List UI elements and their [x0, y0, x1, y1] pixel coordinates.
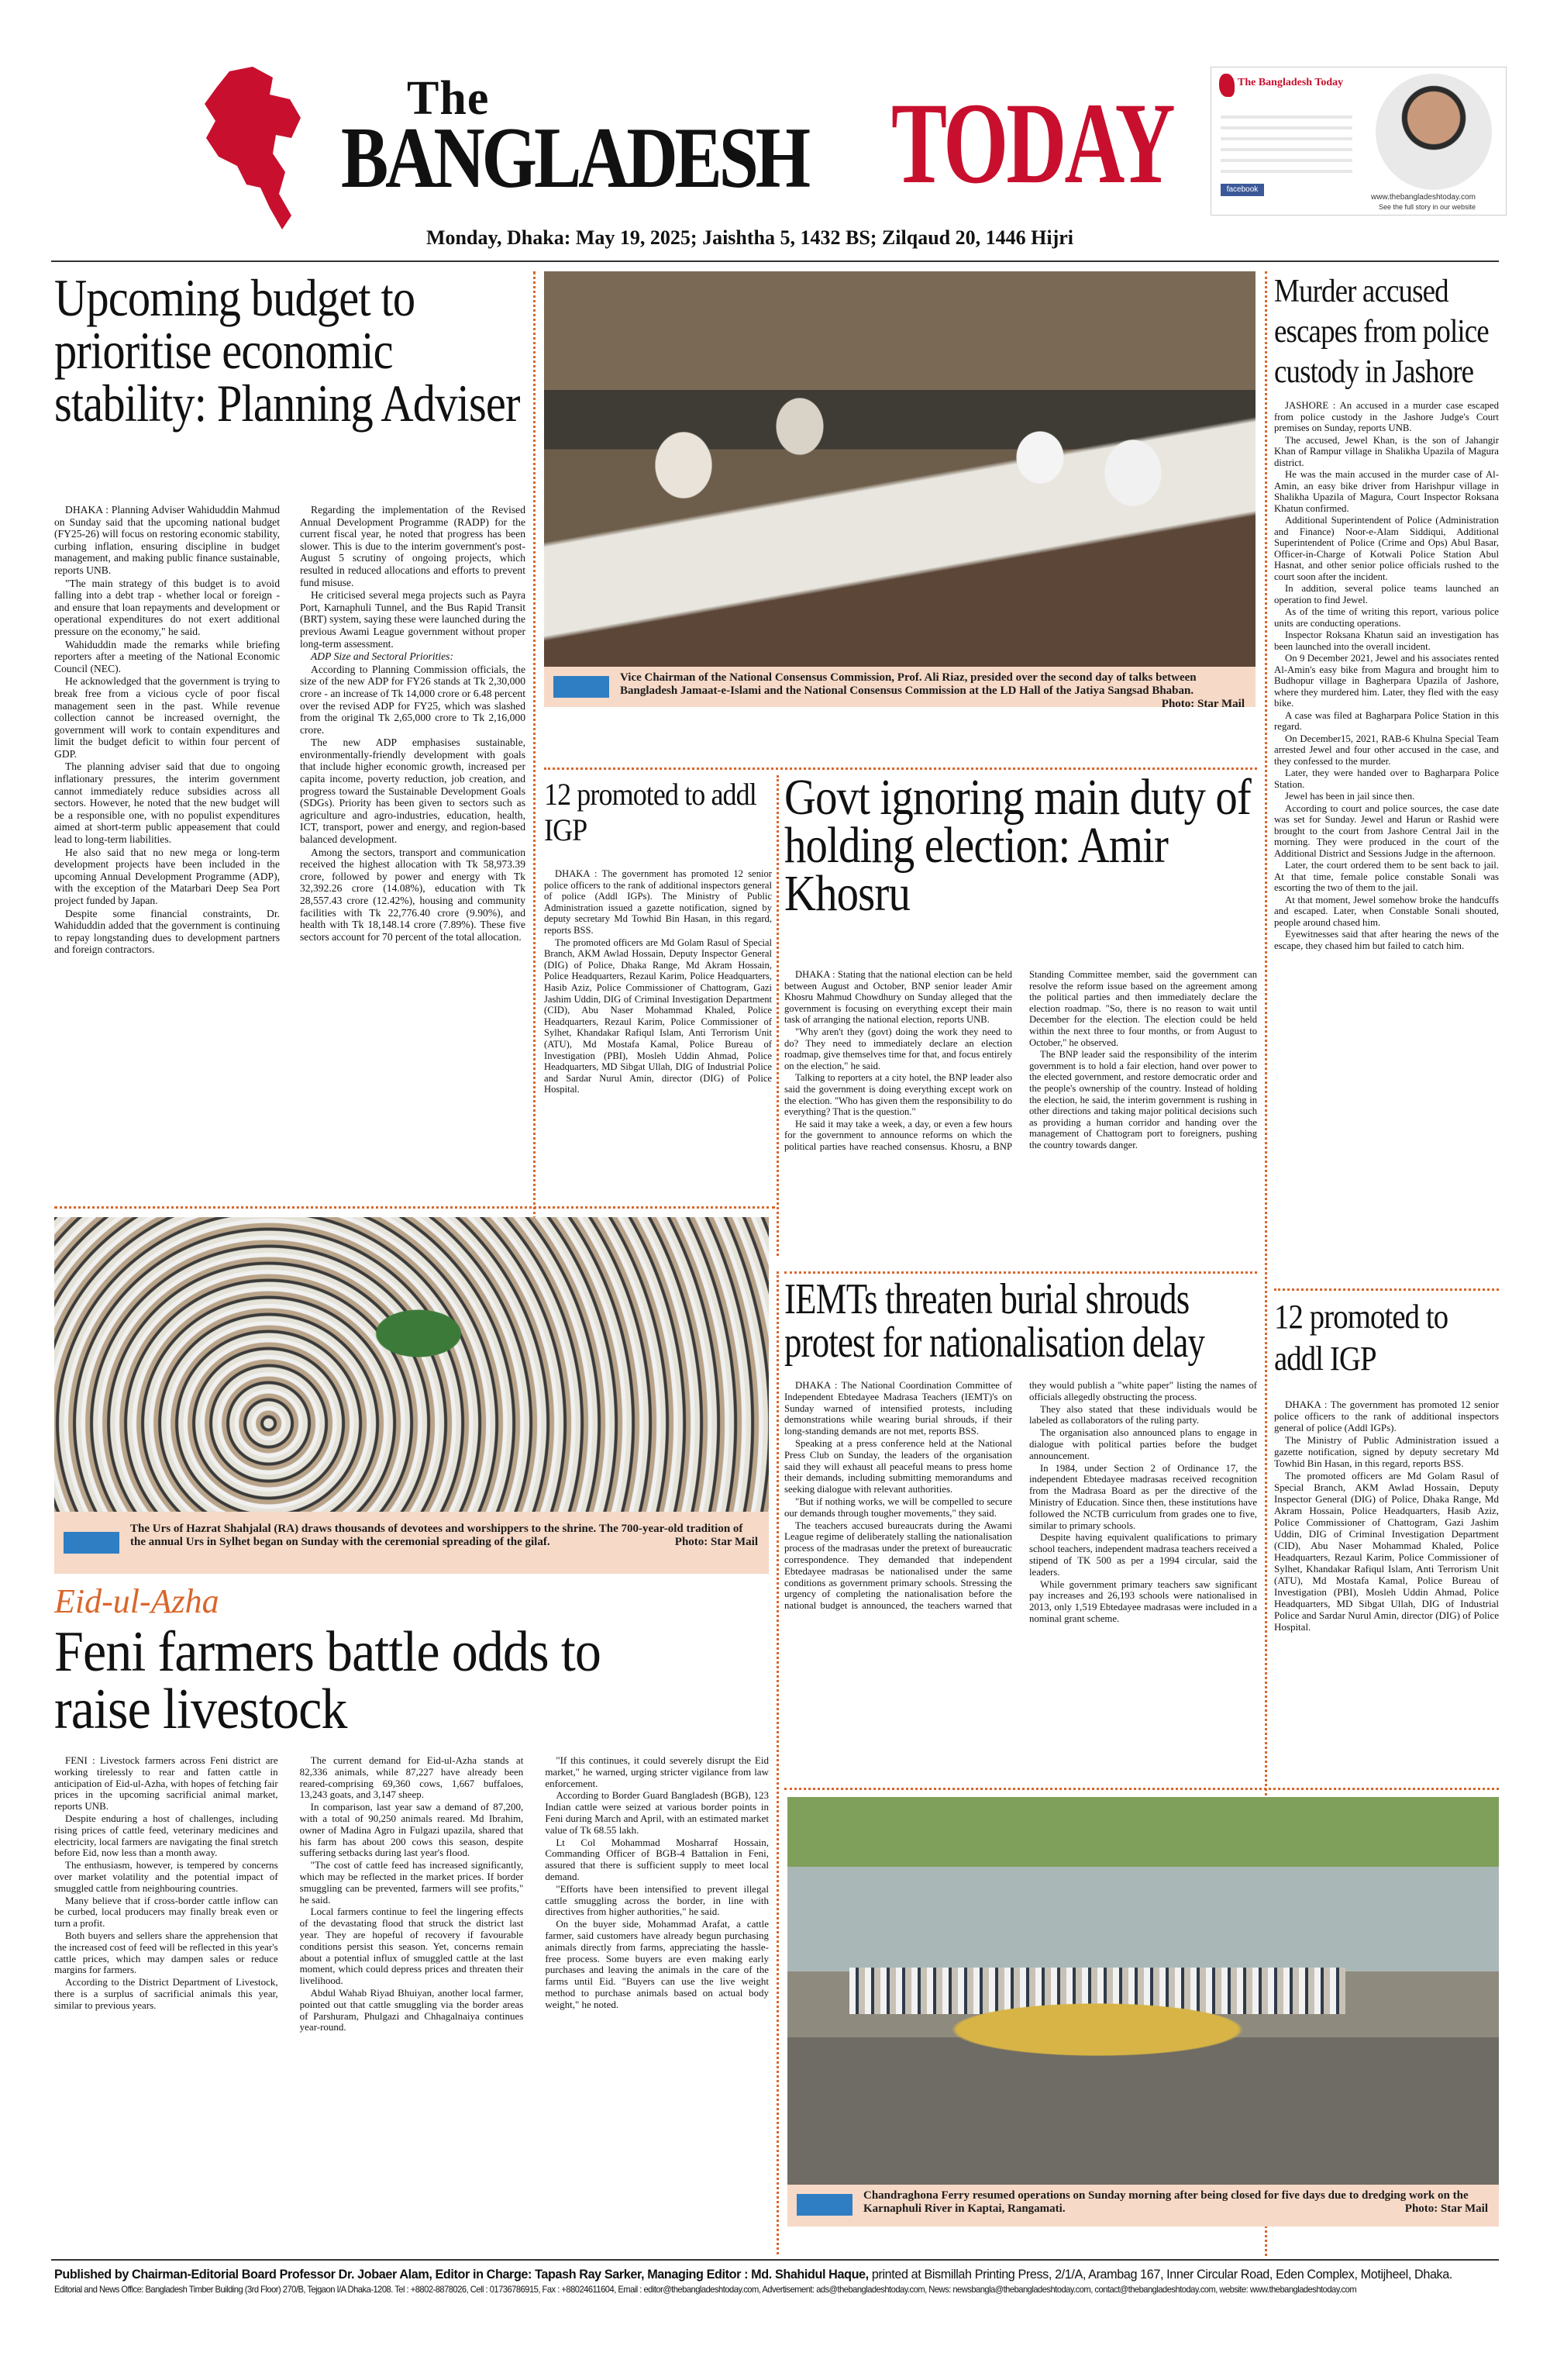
urs-photo-caption — [54, 1512, 769, 1574]
murder-paragraph: On December15, 2021, RAB-6 Khulna Special Team arrested Jewel and four other accused in the case, and they confessed to the murder. — [1274, 733, 1499, 767]
murder-paragraph: On 9 December 2021, Jewel and his associates rented Al-Amin's easy bike from Magura and brought him to Budhopur village in Bagherpara Upazila of Jashore, where they murdered him. Later, they fled with the easy bike. — [1274, 653, 1499, 709]
murder-headline: Murder accused escapes from police custody in Jashore — [1274, 274, 1489, 390]
iemt-paragraph: They also stated that these individuals would be labeled as collaborators of the ruling party. — [1029, 1403, 1257, 1426]
lead-paragraph: He acknowledged that the government is trying to break free from a vicious cycle of poor fiscal management seen in the past. While revenue collection cannot be increased overnight, the government will work to contain expenditures and limit the budget deficit to within four percent of GDP. — [54, 675, 280, 760]
feni-paragraph: Lt Col Mohammad Mosharraf Hossain, Commanding Officer of BGB-4 Battalion in Feni, assured that there is sufficient supply to meet local demand. — [545, 1836, 769, 1882]
igp-small-paragraph: The promoted officers are Md Golam Rasul of Special Branch, AKM Awlad Hossain, Deputy Inspector General (DIG) of Police, Dhaka Range, Md Akram Hossain, Police Headquarters, Rezaul Karim, Police Headquarters, Hasib Aziz, Police Commissioner of Chattogram, Gazi Jashim Uddin, DIG of Criminal Investigation Department (CID), Abu Naser Mohammad Khaled, Police Headquarters, Rezaul Karim, Police Commissioner of Sylhet, Khandakar Rafiqul Islam, Anti Terrorism Unit (ATU), Md Mostafa Kamal, Police Bureau of Investigation (PBI), Mosleh Uddin Ahmad, Police Headquarters, MD Sibgat Ullah, DIG of Industrial Police and Sardar Nurul Amin, director (DIG) of Police Hospital. — [544, 936, 772, 1095]
feni-paragraph: According to Border Guard Bangladesh (BGB), 123 Indian cattle were seized at various border points in Feni during March and April, with an estimated market value of Tk 68.55 lakh. — [545, 1789, 769, 1836]
iemt-body — [784, 1380, 1257, 1774]
footer-line2: Editorial and News Office: Bangladesh Timber Building (3rd Floor) 270/B, Tejgaon I/A Dhaka-1208. Tel : +8802-8878026, Cell : 01736786915, Fax : +88024611604, Email : editor@thebangladeshtoday.com, Advertisement: ads@thebangladeshtoday.com, News: newsbangla@thebangladeshtoday.com, contact@thebangladeshtoday.com, website: www.thebangladeshtoday.com — [54, 2284, 1357, 2295]
row-divider — [784, 1788, 1499, 1790]
iemt-headline: IEMTs threaten burial shrouds protest for nationalisation delay — [784, 1275, 1205, 1367]
row-divider — [784, 1271, 1257, 1274]
feni-paragraph: Despite enduring a host of challenges, including rising prices of cattle feed, veterinary medicines and electricity, local farmers are navigating the final stretch before Eid, now less than a month away. — [54, 1812, 278, 1859]
khosru-body — [784, 969, 1257, 1245]
feni-paragraph: The enthusiasm, however, is tempered by concerns over market volatility and the potential impact of smuggled cattle from neighbouring countries. — [54, 1859, 278, 1894]
murder-paragraph: Additional Superintendent of Police (Administration and Finance) Noor-e-Alam Siddiqui, Additional Superintendent of Police (Crime and Ops) Abul Basar, Officer-in-Charge of Kotwali Police Station Abul Hasnat, and other senior police officials rushed to the court soon after the incident. — [1274, 515, 1499, 582]
top-photo-caption — [544, 667, 1256, 710]
footer-printer: printed at Bismillah Printing Press, 2/1/A, Arambag 167, Inner Circular Road, Eden Complex, Motijheel, Dhaka. — [868, 2268, 1452, 2282]
lead-paragraph: He criticised several mega projects such as Payra Port, Karnaphuli Tunnel, and the Bus Rapid Transit (BRT) system, saying these were launched during the previous Awami League government without proper long-term assessment. — [300, 589, 525, 650]
ferry-photo — [787, 1797, 1499, 2185]
murder-paragraph: In addition, several police teams launched an operation to find Jewel. — [1274, 583, 1499, 605]
column-divider — [777, 1271, 779, 2254]
footer-rule — [51, 2259, 1499, 2261]
igp-right-body — [1274, 1399, 1499, 1633]
iemt-paragraph: Despite having equivalent qualifications to primary school teachers, independent madrasa teachers received a stipend of TK 500 as per a 1994 circular, said the leaders. — [1029, 1532, 1257, 1578]
footer-publisher: Published by Chairman-Editorial Board Professor Dr. Jobaer Alam, Editor in Charge: Tapash Ray Sarker, Managing Editor : Md. Shahidul Haque, — [54, 2268, 869, 2282]
iemt-paragraph: "But if nothing works, we will be compelled to secure our demands through tougher movements," they said. — [784, 1495, 1012, 1519]
lead-paragraph: He also said that no new mega or long-term development projects have been included in the upcoming Annual Development Programme (ADP), with the exception of the Matarbari Deep Sea Port project funded by Japan. — [54, 846, 280, 906]
ad-brand: The Bangladesh Today — [1238, 77, 1344, 88]
lead-paragraph: The planning adviser said that due to ongoing inflationary pressures, the interim government cannot immediately reduce subsidies across all sectors. However, he noted that the new budget will be a responsible one, with no populist expenditures aimed at short-term public appeasement that could lead to long-term liabilities. — [54, 761, 280, 846]
khosru-paragraph: He said it may take a week, a day, or even a few hours for the government to announce reforms on which the political parties have reached consensus. Khosru, a BNP Standing Committee member, said the government can resolve the reform issue based on the agreement among the political parties and then immediately declare the election roadmap. "So, there is no reason to wait until December for the election. The election could be held within the next three to four months, or from August to October," he observed. — [784, 969, 1257, 1152]
ad-map-icon — [1219, 74, 1235, 97]
murder-paragraph: As of the time of writing this report, various police units are conducting operations. — [1274, 606, 1499, 629]
iemt-paragraph: Speaking at a press conference held at the National Press Club on Sunday, the leaders of the organisation said they will exhaust all peaceful means to press home their demands, including submitting memorandums and seeking dialogue with relevant authorities. — [784, 1437, 1012, 1495]
bangladesh-map-logo — [198, 64, 307, 234]
igp-right-paragraph: The Ministry of Public Administration issued a gazette notification, signed by deputy secretary Md Towhid Bin Hasan, in this regard, reports BSS. — [1274, 1434, 1499, 1469]
murder-paragraph: Later, the court ordered them to be sent back to jail. At that time, female police constable Sonali was escorting the two of them to the jail. — [1274, 860, 1499, 893]
khosru-paragraph: "Why aren't they (govt) doing the work they need to do? They need to immediately declare an election roadmap, give themselves time for that, and focus entirely on the election," he said. — [784, 1026, 1012, 1071]
feni-paragraph: In comparison, last year saw a demand of 87,200, with a total of 90,250 animals reared. Md Ibrahim, owner of Madina Agro in Fulgazi upazila, shared that his farm has about 200 cows this season, despite suffering setbacks during last year's flood. — [299, 1801, 524, 1859]
feni-kicker: Eid-ul-Azha — [54, 1582, 219, 1620]
feni-paragraph: "If this continues, it could severely disrupt the Eid market," he warned, urging stricter vigilance from law enforcement. — [545, 1754, 769, 1789]
top-photo-credit: Photo: Star Mail — [1161, 698, 1245, 710]
lead-headline: Upcoming budget to prioritise economic stability: Planning Adviser — [54, 268, 520, 433]
igp-small-story — [544, 777, 772, 1180]
ad-facebook-icon[interactable]: facebook — [1221, 184, 1264, 196]
ferry-photo-caption — [787, 2185, 1499, 2227]
ad-text-block — [1221, 108, 1352, 178]
igp-right-headline: 12 promoted to addl IGP — [1274, 1298, 1448, 1378]
ad-tagline: See the full story in our website — [1379, 203, 1476, 211]
feni-story — [54, 1581, 769, 2254]
lead-paragraph: Wahiduddin made the remarks while briefing reporters after a meeting of the National Economic Council (NEC). — [54, 638, 280, 674]
urs-photo-caption-text: The Urs of Hazrat Shahjalal (RA) draws thousands of devotees and worshippers to the shrine. The 700-year-old tradition of the annual Urs in Sylhet began on Sunday with the ceremonial spreading of the gilaf. — [130, 1523, 743, 1548]
ferry-photo-caption-text: Chandraghona Ferry resumed operations on Sunday morning after being closed for five days due to dredging work on the Karnaphuli River in Kaptai, Rangamati. — [863, 2189, 1469, 2215]
feni-headline: Feni farmers battle odds to raise livestock — [54, 1620, 601, 1741]
caption-marker — [553, 676, 609, 698]
khosru-paragraph: DHAKA : Stating that the national election can be held between August and October, BNP senior leader Amir Khosru Mahmud Chowdhury on Sunday alleged that the government is focusing on everything except their main task of arranging the national election, reports UNB. — [784, 969, 1012, 1026]
khosru-headline: Govt ignoring main duty of holding election: Amir Khosru — [784, 769, 1251, 922]
iemt-paragraph: The organisation also announced plans to engage in dialogue with political parties before the budget announcement. — [1029, 1427, 1257, 1461]
murder-paragraph: At that moment, Jewel somehow broke the handcuffs and escaped. Later, when Constable Sonali shouted, people around chased him. — [1274, 894, 1499, 928]
murder-paragraph: A case was filed at Bagharpara Police Station in this regard. — [1274, 709, 1499, 732]
lead-paragraph: The new ADP emphasises sustainable, environmentally-friendly development with goals that include higher economic growth, increased per capita income, poverty reduction, job creation, and progress toward the Sustainable Development Goals (SDGs). Priority has been given to sectors such as agriculture and agro-industries, education, health, ICT, transport, power and energy, and region-based balanced development. — [300, 736, 525, 846]
murder-paragraph: He was the main accused in the murder case of Al-Amin, an easy bike driver from Harishpur village in Shalikha Upazila of Magura, Court Inspector Roksana Khatun confirmed. — [1274, 469, 1499, 514]
dateline: Monday, Dhaka: May 19, 2025; Jaishtha 5, 1432 BS; Zilqaud 20, 1446 Hijri — [426, 226, 1073, 249]
lead-story — [54, 268, 525, 1186]
ad-portrait — [1376, 74, 1492, 190]
lead-paragraph: Despite some financial constraints, Dr. Wahiduddin added that the government is continuing to repay longstanding dues to development partners and foreign contractors. — [54, 907, 280, 956]
urs-photo-credit: Photo: Star Mail — [674, 1536, 758, 1548]
igp-small-headline: 12 promoted to addl IGP — [544, 777, 756, 847]
murder-paragraph: Inspector Roksana Khatun said an investigation has been launched into the overall incident. — [1274, 629, 1499, 652]
row-divider — [1274, 1288, 1499, 1291]
footer — [54, 2267, 1499, 2313]
feni-paragraph: Local farmers continue to feel the lingering effects of the devastating flood that struck the district last year. They are hopeful of recovery if favourable conditions persist this season. Yet, concerns remain about a potential influx of smuggled cattle at the last moment, which could depress prices and threaten their livelihood. — [299, 1906, 524, 1987]
lead-paragraph: "The main strategy of this budget is to avoid falling into a debt trap - whether local or foreign - and ensure that loan repayments and development or operational expenditures do not exert additional pressure on the economy," he said. — [54, 577, 280, 637]
ad-website[interactable]: www.thebangladeshtoday.com — [1371, 193, 1476, 202]
lead-paragraph: According to Planning Commission officials, the size of the new ADP for FY26 stands at Tk 2,30,000 crore - an increase of Tk 14,000 crore or 6.48 percent over the revised ADP for FY25, which was slashed from the original Tk 2,65,000 crore to Tk 2,16,000 crore. — [300, 663, 525, 736]
feni-body — [54, 1755, 769, 2244]
igp-right-paragraph: DHAKA : The government has promoted 12 senior police officers to the rank of additional inspectors general of police (Addl IGPs). — [1274, 1399, 1499, 1433]
iemt-paragraph: While government primary teachers saw significant pay increases and 26,193 schools were nationalised in 2013, only 1,519 Ebtedayee madrasas were included in a nominal grant scheme. — [1029, 1578, 1257, 1624]
footer-line1 — [54, 2267, 1499, 2282]
murder-paragraph: Eyewitnesses said that after hearing the news of the escape, they chased him but failed to catch him. — [1274, 929, 1499, 951]
logo-bangladesh: BANGLADESH — [341, 110, 808, 206]
murder-paragraph: JASHORE : An accused in a murder case escaped from police custody in the Jashore Judge's Court premises on Sunday, reports UNB. — [1274, 400, 1499, 433]
iemt-paragraph: The teachers accused bureaucrats during the Awami League regime of deliberately stalling the nationalisation process of the madrasas under the pretext of bureaucratic correspondence. They demanded that independent Ebtedayee madrasas be nationalised under the same conditions as government primary schools. Stressing the urgency of completing the nationalisation before the national budget is announced, the teachers warned that they would publish a "white paper" listing the names of officials allegedly obstructing the process. — [784, 1380, 1257, 1612]
urs-photo — [54, 1217, 769, 1512]
igp-small-body — [544, 868, 772, 1096]
murder-paragraph: Later, they were handed over to Bagharpara Police Station. — [1274, 767, 1499, 790]
feni-paragraph: Abdul Wahab Riyad Bhuiyan, another local farmer, pointed out that cattle smuggling via the border areas of Parshuram, Phulgazi and Chhagalnaiya continues year-round. — [299, 1986, 524, 2033]
igp-right-story — [1274, 1296, 1499, 1823]
top-photo — [544, 271, 1256, 667]
masthead-ad[interactable] — [1211, 67, 1507, 216]
caption-marker — [797, 2194, 852, 2216]
logo-the: The — [407, 72, 490, 125]
lead-body — [54, 504, 525, 1178]
iemt-paragraph: In 1984, under Section 2 of Ordinance 17, the independent Ebtedayee madrasas received recognition from the Madrasa Board as per the directive of the Ministry of Education. Since then, these institutions have followed the NCTB curriculum from grades one to five, similar to primary schools. — [1029, 1462, 1257, 1531]
feni-paragraph: "Efforts have been intensified to prevent illegal cattle smuggling across the border, in line with directives from higher authorities," he said. — [545, 1882, 769, 1918]
feni-paragraph: On the buyer side, Mohammad Arafat, a cattle farmer, said customers have already begun purchasing animals directly from farms, appreciating the hassle-free process. Some buyers are even making early purchases and leaving the animals in the care of the farms until Eid. "Buyers can use the live weight method to purchase animals based on actual body weight," he noted. — [545, 1918, 769, 2010]
murder-paragraph: Jewel has been in jail since then. — [1285, 791, 1415, 802]
lead-paragraph: DHAKA : Planning Adviser Wahiduddin Mahmud on Sunday said that the upcoming national budget (FY25-26) will focus on restoring economic stability, curbing inflation, ensuring discipline in budget management, and making public finance sustainable, reports UNB. — [54, 504, 280, 576]
caption-marker — [64, 1532, 119, 1554]
masthead — [0, 0, 1550, 264]
lead-paragraph: Among the sectors, transport and communication received the highest allocation with Tk 58,973.39 crore, followed by power and energy with Tk 32,392.26 crore (14.08%), education with Tk 28,557.43 crore (12.42%), housing and community facilities with Tk 22,776.40 crore (9.90%), and health with Tk 18,148.14 crore (7.89%). These five sectors account for 70 percent of the total allocation. — [300, 846, 525, 943]
khosru-story — [784, 769, 1257, 1254]
feni-paragraph: Many believe that if cross-border cattle inflow can be curbed, local producers may finally break even or turn a profit. — [54, 1894, 278, 1930]
igp-right-paragraph: The promoted officers are Md Golam Rasul of Special Branch, AKM Awlad Hossain, Deputy Inspector General (DIG) of Police, Dhaka Range, Md Akram Hossain, Police Headquarters, Hasib Aziz, Police Commissioner of Chattogram, Gazi Jashim Uddin, DIG of Criminal Investigation Department (CID), Abu Naser Mohammad Khaled, Police Headquarters, Rezaul Karim, Police Commissioner of Sylhet, Khandakar Rafiqul Islam, Anti Terrorism Unit (ATU), Md Mostafa Kamal, Police Bureau of Investigation (PBI), Mosleh Uddin Ahmad, Police Headquarters, MD Sibgat Ullah, DIG of Industrial Police and Sardar Nurul Amin, director (DIG) of Police Hospital. — [1274, 1470, 1499, 1633]
column-divider — [777, 775, 779, 1256]
murder-paragraph: The accused, Jewel Khan, is the son of Jahangir Khan of Rampur village in Shalikha Upazila of Magura district. — [1274, 434, 1499, 468]
iemt-paragraph: DHAKA : The National Coordination Committee of Independent Ebtedayee Madrasa Teachers (IEMT)'s on Sunday warned of intensified protests, including demonstrations while wearing burial shrouds, if their long-standing demands are not met, reports BSS. — [784, 1380, 1012, 1437]
iemt-story — [784, 1275, 1257, 1782]
igp-small-paragraph: DHAKA : The government has promoted 12 senior police officers to the rank of additional inspectors general of police (Addl IGPs). The Ministry of Public Administration issued a gazette notification, signed by deputy secretary Md Towhid Bin Hasan, in this regard, reports BSS. — [544, 868, 772, 936]
ferry-photo-credit: Photo: Star Mail — [1404, 2202, 1488, 2215]
feni-paragraph: Both buyers and sellers share the apprehension that the increased cost of feed will be reflected in this year's cattle prices, which may dampen sales or reduce margins for farmers. — [54, 1929, 278, 1976]
lead-subhead: ADP Size and Sectoral Priorities: — [311, 650, 454, 663]
feni-paragraph: The current demand for Eid-ul-Azha stands at 82,336 animals, while 87,227 have already been reared-comprising 69,360 cows, 1,667 buffaloes, 13,243 goats, and 3,147 sheep. — [299, 1754, 524, 1801]
masthead-rule — [51, 260, 1499, 262]
murder-body — [1274, 400, 1499, 952]
row-divider — [544, 767, 1257, 770]
khosru-paragraph: The BNP leader said the responsibility of the interim government is to hold a fair election, hand over power to the elected government, and restore democratic order and the people's ownership of the country. Instead of holding the election, he said, the interim government is rushing in other directions and taking major political decisions such as providing a human corridor and handing over the management of Chattogram port to foreigners, pushing the country towards danger. — [1029, 1049, 1257, 1150]
murder-paragraph: According to court and police sources, the case date was set for Sunday. Jewel and Harun or Rashid were brought to the court from Jashore Central Jail in the morning. They were produced in the court of the Additional District and Sessions Judge in the afternoon. — [1274, 802, 1499, 859]
feni-paragraph: FENI : Livestock farmers across Feni district are working tirelessly to rear and fatten cattle in anticipation of Eid-ul-Azha, with hopes of fetching fair prices in the upcoming sacrificial animal market, reports UNB. — [54, 1754, 278, 1813]
khosru-paragraph: Talking to reporters at a city hotel, the BNP leader also said the government is doing everything except work on the election. "Who has given them the responsibility to do everything? That is the question." — [784, 1072, 1012, 1118]
row-divider — [54, 1206, 775, 1209]
column-divider — [533, 271, 536, 1271]
top-photo-caption-text: Vice Chairman of the National Consensus Commission, Prof. Ali Riaz, presided over the second day of talks between Bangladesh Jamaat-e-Islami and the National Consensus Commission at the LD Hall of the Jatiya Sangsad Bhaban. — [620, 671, 1197, 697]
murder-story — [1274, 271, 1499, 1287]
feni-paragraph: According to the District Department of Livestock, there is a surplus of sacrificial animals this year, similar to previous years. — [54, 1976, 278, 2011]
lead-paragraph: Regarding the implementation of the Revised Annual Development Programme (RADP) for the current fiscal year, he noted that progress has been slower. This is due to the interim government's post-August 5 scrutiny of ongoing projects, which resulted in reduced allocations and efforts to prevent fund misuse. — [300, 504, 525, 588]
logo-today: TODAY — [891, 79, 1173, 208]
feni-paragraph: "The cost of cattle feed has increased significantly, which may be reflected in the market prices. If border smuggling can be prevented, farmers will see profits," he said. — [299, 1859, 524, 1906]
